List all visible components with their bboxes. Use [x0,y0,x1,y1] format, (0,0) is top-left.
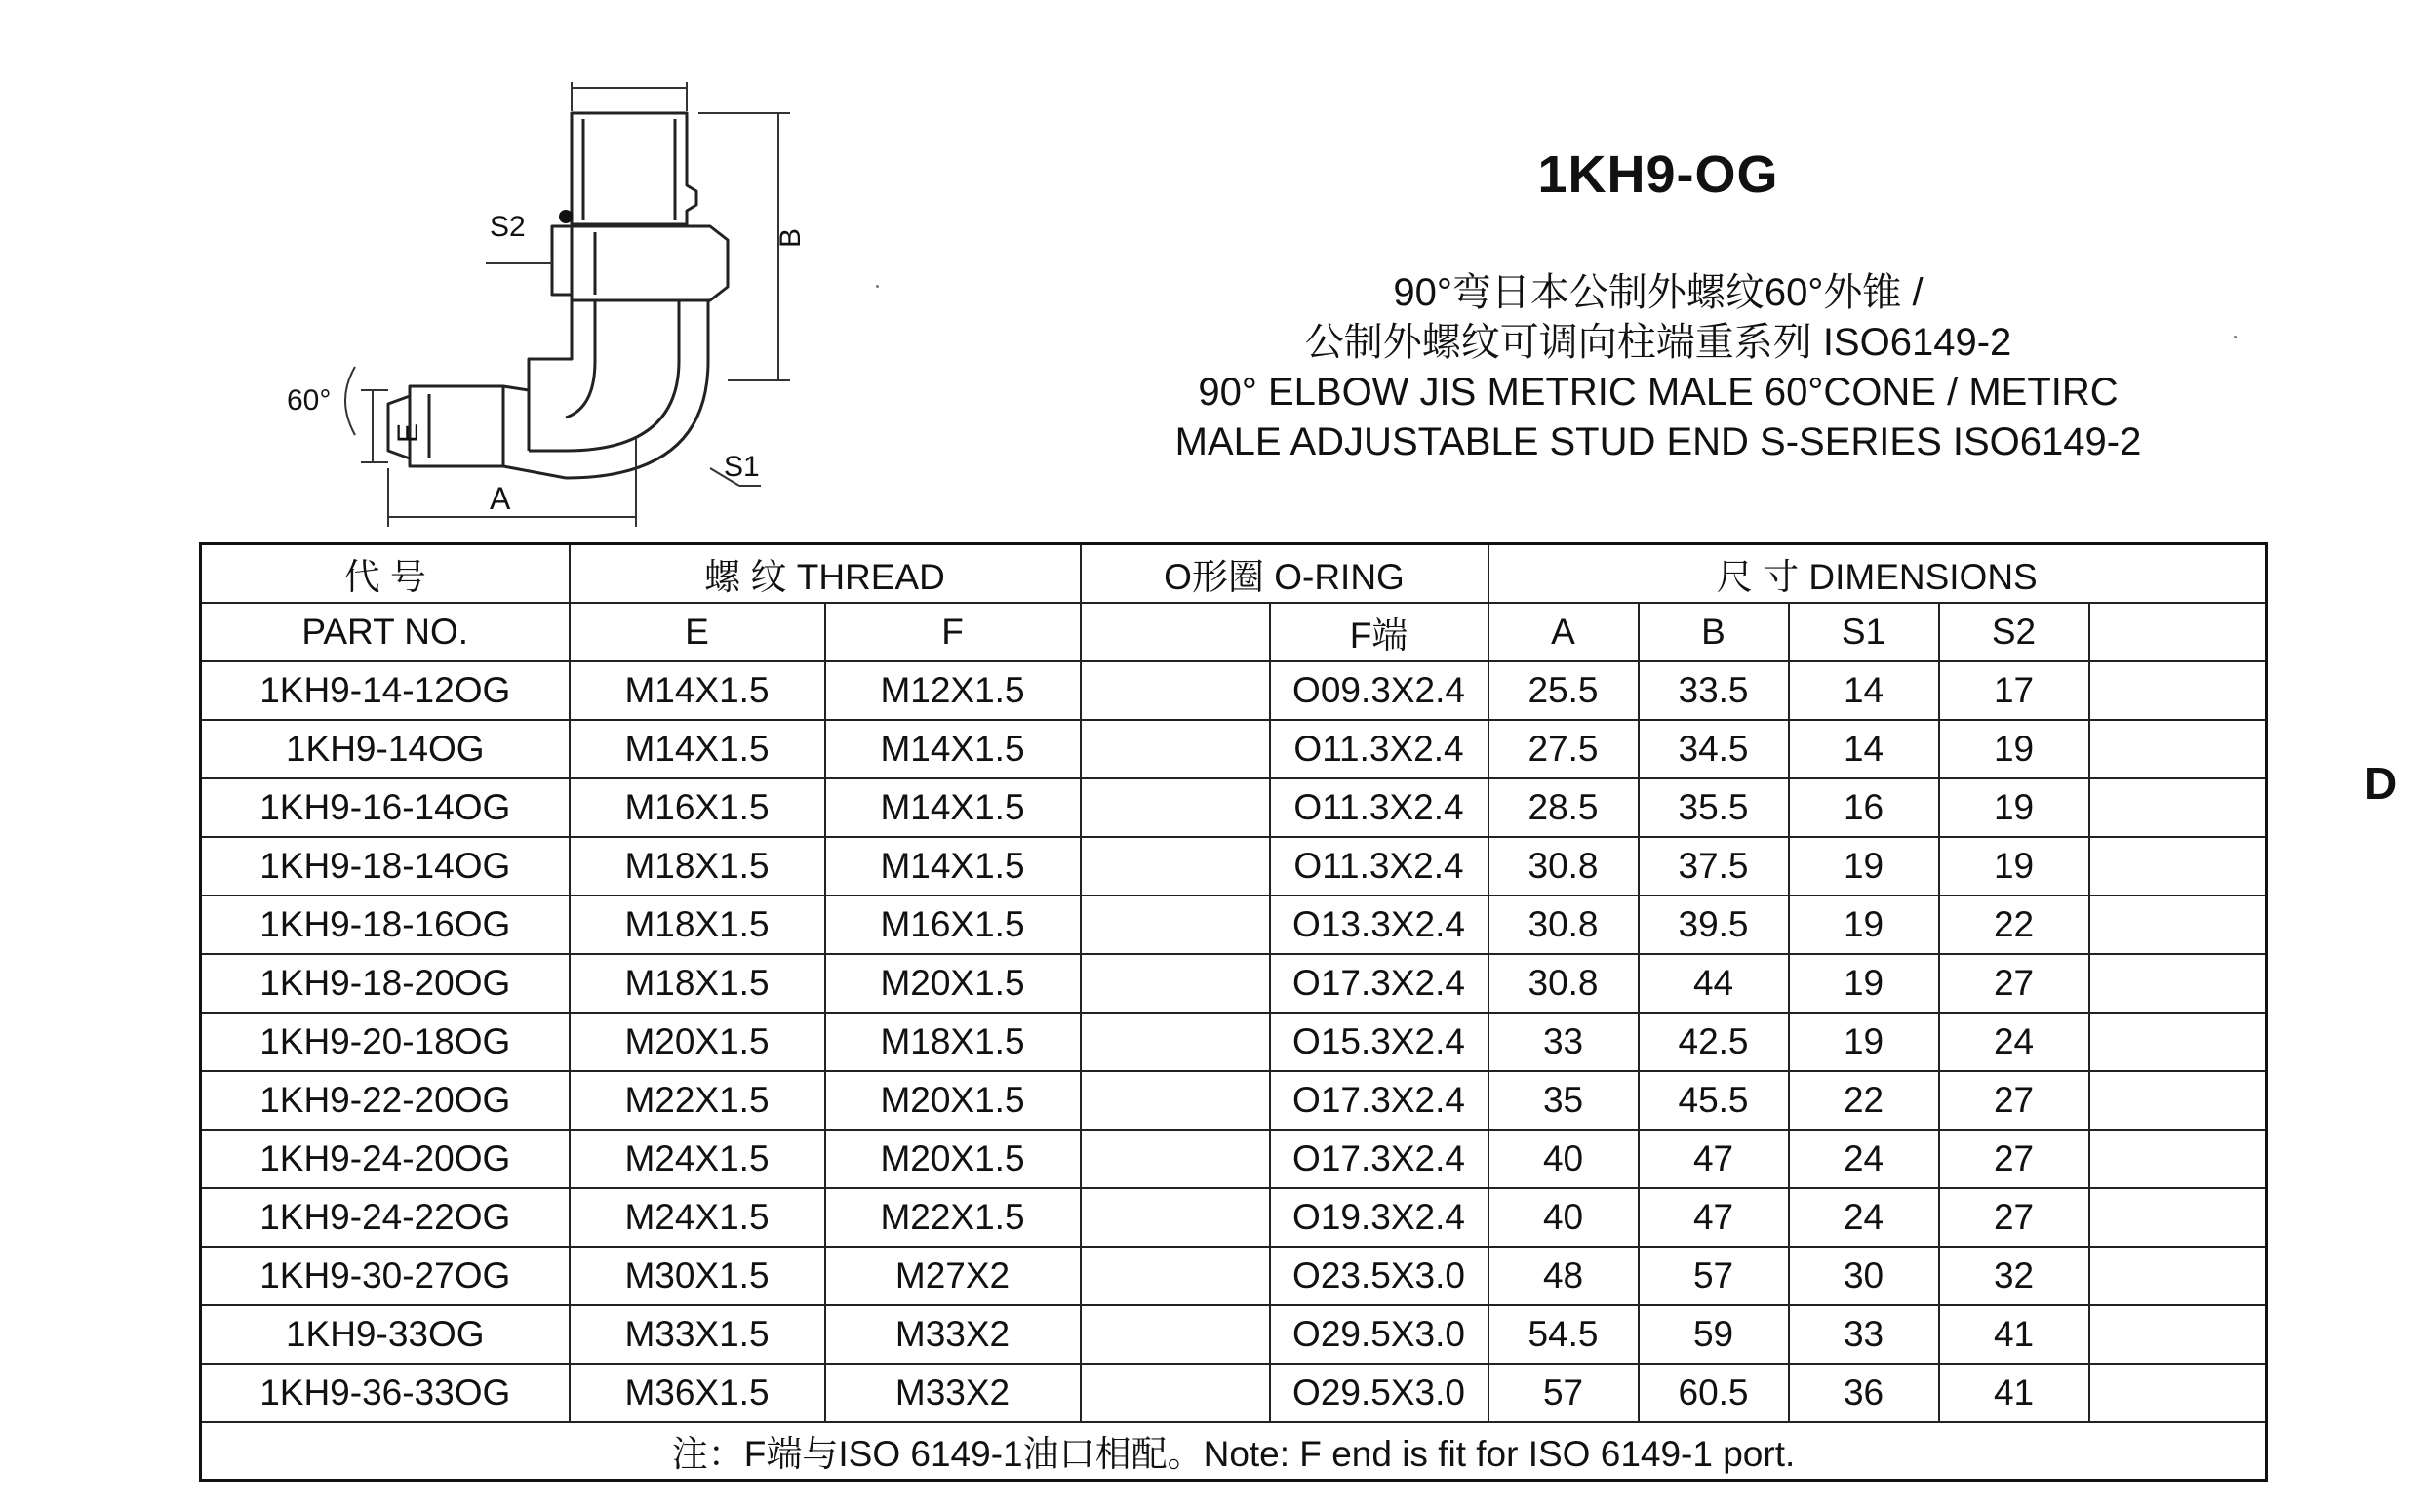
cell-f: M14X1.5 [825,720,1081,778]
cell-b: 57 [1639,1247,1789,1305]
header-b: B [1639,603,1789,661]
cell-s1: 14 [1789,661,1939,720]
cell-f: M33X2 [825,1305,1081,1364]
cell-part: 1KH9-24-22OG [201,1188,570,1247]
cell-a: 28.5 [1488,778,1639,837]
cell-blank [1081,1305,1270,1364]
cell-s1: 36 [1789,1364,1939,1422]
cell-s1: 16 [1789,778,1939,837]
cell-oring: O09.3X2.4 [1270,661,1488,720]
header-e: E [570,603,825,661]
header-blank [1081,603,1270,661]
table-row [201,1364,2267,1422]
cell-blank [1081,1130,1270,1188]
cell-b: 42.5 [1639,1013,1789,1071]
cell-s2: 19 [1939,837,2089,895]
description-line-4: MALE ADJUSTABLE STUD END S-SERIES ISO6149-2 [1174,420,2142,463]
cell-blank [2089,1305,2267,1364]
cell-b: 60.5 [1639,1364,1789,1422]
header-row-1 [201,544,2267,603]
cell-e: M30X1.5 [570,1247,825,1305]
table-row [201,1247,2267,1305]
cell-b: 59 [1639,1305,1789,1364]
header-f-end: F端 [1270,603,1488,661]
cell-b: 37.5 [1639,837,1789,895]
cell-part: 1KH9-18-20OG [201,954,570,1013]
cell-a: 30.8 [1488,895,1639,954]
label-a: A [490,481,511,516]
cell-oring: O29.5X3.0 [1270,1364,1488,1422]
label-e: E [392,422,424,443]
cell-e: M20X1.5 [570,1013,825,1071]
cell-a: 25.5 [1488,661,1639,720]
table-row [201,778,2267,837]
table-row [201,1188,2267,1247]
spec-table [199,542,2268,1482]
label-angle: 60° [287,384,332,417]
cell-oring: O23.5X3.0 [1270,1247,1488,1305]
cell-a: 30.8 [1488,954,1639,1013]
header-code: 代 号 [201,544,570,603]
cell-e: M18X1.5 [570,895,825,954]
cell-s2: 22 [1939,895,2089,954]
cell-e: M18X1.5 [570,837,825,895]
scan-speck [2234,336,2237,338]
cell-s2: 41 [1939,1305,2089,1364]
cell-part: 1KH9-18-14OG [201,837,570,895]
cell-a: 40 [1488,1130,1639,1188]
table-row [201,1305,2267,1364]
cell-s1: 24 [1789,1130,1939,1188]
cell-blank [1081,1013,1270,1071]
cell-b: 47 [1639,1130,1789,1188]
cell-s2: 19 [1939,720,2089,778]
cell-a: 40 [1488,1188,1639,1247]
cell-s2: 24 [1939,1013,2089,1071]
cell-s1: 22 [1789,1071,1939,1130]
cell-b: 44 [1639,954,1789,1013]
cell-blank [2089,895,2267,954]
cell-a: 54.5 [1488,1305,1639,1364]
cell-s2: 27 [1939,1071,2089,1130]
header-oring: O形圈 O-RING [1081,544,1488,603]
cell-blank [1081,1071,1270,1130]
cell-s1: 14 [1789,720,1939,778]
cell-f: M22X1.5 [825,1188,1081,1247]
table-row [201,837,2267,895]
cell-e: M18X1.5 [570,954,825,1013]
header-a: A [1488,603,1639,661]
cell-s1: 30 [1789,1247,1939,1305]
cell-a: 33 [1488,1013,1639,1071]
cell-part: 1KH9-14-12OG [201,661,570,720]
description-line-3: 90° ELBOW JIS METRIC MALE 60°CONE / METIRC [1198,371,2119,414]
cell-a: 27.5 [1488,720,1639,778]
cell-blank [2089,837,2267,895]
product-title: 1KH9-OG [1537,145,1779,204]
table-row [201,661,2267,720]
cell-b: 34.5 [1639,720,1789,778]
cell-blank [2089,661,2267,720]
cell-oring: O15.3X2.4 [1270,1013,1488,1071]
cell-f: M20X1.5 [825,1130,1081,1188]
header-blank [2089,603,2267,661]
cell-b: 33.5 [1639,661,1789,720]
cell-s1: 33 [1789,1305,1939,1364]
cell-s2: 27 [1939,1130,2089,1188]
table-row [201,895,2267,954]
cell-part: 1KH9-14OG [201,720,570,778]
cell-part: 1KH9-30-27OG [201,1247,570,1305]
header-s1: S1 [1789,603,1939,661]
description-line-1: 90°弯日本公制外螺纹60°外锥 / [1393,271,1924,314]
table-row [201,720,2267,778]
cell-a: 48 [1488,1247,1639,1305]
cell-e: M16X1.5 [570,778,825,837]
note-row [201,1422,2267,1481]
cell-blank [2089,1013,2267,1071]
table-row [201,1130,2267,1188]
table-row [201,1013,2267,1071]
cell-blank [1081,720,1270,778]
spec-table-body [201,544,2267,1481]
cell-oring: O11.3X2.4 [1270,720,1488,778]
cell-s2: 27 [1939,954,2089,1013]
cell-e: M33X1.5 [570,1305,825,1364]
cell-part: 1KH9-20-18OG [201,1013,570,1071]
cell-blank [1081,778,1270,837]
cell-oring: O17.3X2.4 [1270,1130,1488,1188]
cell-oring: O29.5X3.0 [1270,1305,1488,1364]
cell-part: 1KH9-24-20OG [201,1130,570,1188]
cell-f: M33X2 [825,1364,1081,1422]
cell-s2: 41 [1939,1364,2089,1422]
cell-oring: O11.3X2.4 [1270,837,1488,895]
cell-e: M14X1.5 [570,661,825,720]
section-letter: D [2364,758,2398,809]
cell-oring: O17.3X2.4 [1270,954,1488,1013]
cell-blank [2089,1188,2267,1247]
cell-s1: 19 [1789,837,1939,895]
cell-part: 1KH9-33OG [201,1305,570,1364]
cell-s2: 19 [1939,778,2089,837]
cell-e: M24X1.5 [570,1130,825,1188]
cell-blank [2089,954,2267,1013]
header-dimensions: 尺 寸 DIMENSIONS [1488,544,2267,603]
cell-s1: 19 [1789,954,1939,1013]
cell-oring: O13.3X2.4 [1270,895,1488,954]
cell-s2: 27 [1939,1188,2089,1247]
cell-blank [2089,1130,2267,1188]
cell-s1: 19 [1789,895,1939,954]
cell-blank [1081,954,1270,1013]
cell-e: M36X1.5 [570,1364,825,1422]
cell-blank [1081,1364,1270,1422]
header-row-2 [201,603,2267,661]
label-s1: S1 [724,451,760,483]
cell-b: 35.5 [1639,778,1789,837]
cell-b: 45.5 [1639,1071,1789,1130]
label-s2: S2 [490,211,526,243]
cell-part: 1KH9-22-20OG [201,1071,570,1130]
cell-e: M24X1.5 [570,1188,825,1247]
cell-part: 1KH9-16-14OG [201,778,570,837]
cell-a: 35 [1488,1071,1639,1130]
cell-b: 47 [1639,1188,1789,1247]
cell-blank [1081,1247,1270,1305]
table-row [201,1071,2267,1130]
header-part-no: PART NO. [201,603,570,661]
cell-blank [2089,778,2267,837]
cell-f: M20X1.5 [825,1071,1081,1130]
cell-s2: 32 [1939,1247,2089,1305]
cell-e: M14X1.5 [570,720,825,778]
cell-blank [2089,1247,2267,1305]
cell-f: M18X1.5 [825,1013,1081,1071]
cell-oring: O11.3X2.4 [1270,778,1488,837]
header-thread: 螺 纹 THREAD [570,544,1081,603]
table-row [201,954,2267,1013]
cell-f: M20X1.5 [825,954,1081,1013]
cell-blank [1081,1188,1270,1247]
cell-s1: 24 [1789,1188,1939,1247]
fitting-diagram [273,68,819,537]
cell-e: M22X1.5 [570,1071,825,1130]
cell-blank [1081,837,1270,895]
cell-blank [1081,895,1270,954]
cell-f: M16X1.5 [825,895,1081,954]
cell-part: 1KH9-36-33OG [201,1364,570,1422]
cell-a: 30.8 [1488,837,1639,895]
cell-blank [2089,1364,2267,1422]
cell-oring: O19.3X2.4 [1270,1188,1488,1247]
cell-a: 57 [1488,1364,1639,1422]
cell-blank [1081,661,1270,720]
header-s2: S2 [1939,603,2089,661]
header-f: F [825,603,1081,661]
product-description [1112,268,2204,467]
label-b: B [774,227,807,248]
cell-f: M14X1.5 [825,837,1081,895]
cell-f: M27X2 [825,1247,1081,1305]
cell-f: M14X1.5 [825,778,1081,837]
cell-s2: 17 [1939,661,2089,720]
cell-blank [2089,1071,2267,1130]
cell-oring: O17.3X2.4 [1270,1071,1488,1130]
cell-s1: 19 [1789,1013,1939,1071]
cell-f: M12X1.5 [825,661,1081,720]
table-note: 注：F端与ISO 6149-1油口相配。Note: F end is fit for ISO 6149-1 port. [201,1422,2267,1481]
cell-blank [2089,720,2267,778]
scan-speck [876,285,879,288]
description-line-2: 公制外螺纹可调向柱端重系列 ISO6149-2 [1304,321,2012,364]
cell-part: 1KH9-18-16OG [201,895,570,954]
cell-b: 39.5 [1639,895,1789,954]
